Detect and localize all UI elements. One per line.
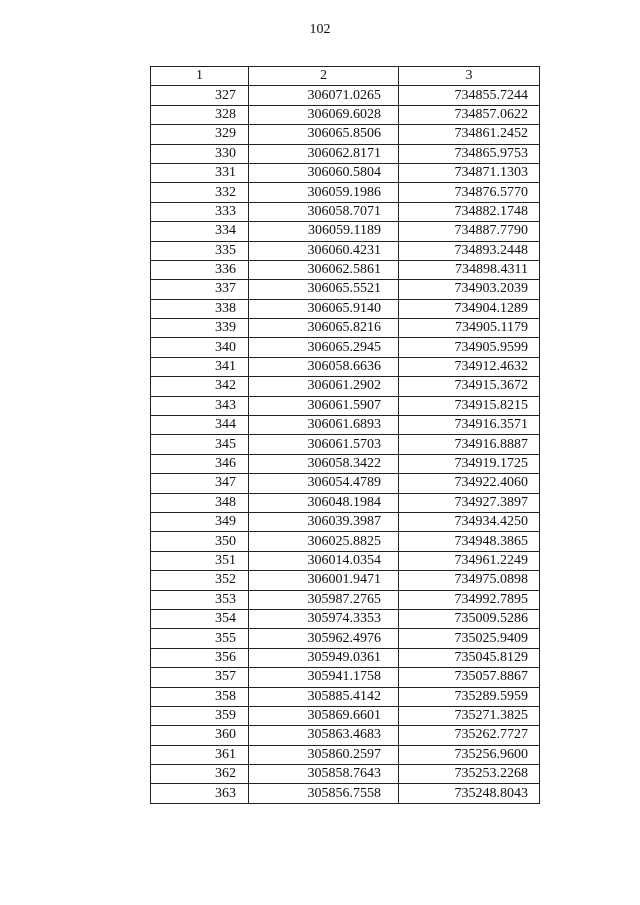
table-header-row (151, 67, 540, 86)
table-row (151, 377, 540, 396)
point-number-cell: 344 (151, 416, 249, 435)
table-row (151, 493, 540, 512)
point-number-cell: 327 (151, 86, 249, 105)
y-coordinate-cell: 735253.2268 (399, 765, 540, 784)
table-row (151, 609, 540, 628)
table-row (151, 144, 540, 163)
table-row (151, 357, 540, 376)
y-coordinate-cell: 735262.7727 (399, 726, 540, 745)
x-coordinate-cell: 305962.4976 (249, 629, 399, 648)
x-coordinate-cell: 306062.5861 (249, 260, 399, 279)
y-coordinate-cell: 734865.9753 (399, 144, 540, 163)
x-coordinate-cell: 306061.5907 (249, 396, 399, 415)
table-row (151, 571, 540, 590)
point-number-cell: 345 (151, 435, 249, 454)
x-coordinate-cell: 306061.5703 (249, 435, 399, 454)
point-number-cell: 342 (151, 377, 249, 396)
x-coordinate-cell: 305863.4683 (249, 726, 399, 745)
coordinates-table (150, 66, 540, 804)
x-coordinate-cell: 306058.6636 (249, 357, 399, 376)
table-row (151, 590, 540, 609)
y-coordinate-cell: 734992.7895 (399, 590, 540, 609)
point-number-cell: 330 (151, 144, 249, 163)
table-row (151, 338, 540, 357)
point-number-cell: 328 (151, 105, 249, 124)
table-row (151, 726, 540, 745)
table-row (151, 687, 540, 706)
table-row (151, 280, 540, 299)
table-row (151, 319, 540, 338)
point-number-cell: 338 (151, 299, 249, 318)
x-coordinate-cell: 306039.3987 (249, 512, 399, 531)
y-coordinate-cell: 734922.4060 (399, 474, 540, 493)
x-coordinate-cell: 306061.6893 (249, 416, 399, 435)
point-number-cell: 356 (151, 648, 249, 667)
y-coordinate-cell: 735045.8129 (399, 648, 540, 667)
table-row (151, 551, 540, 570)
point-number-cell: 357 (151, 668, 249, 687)
x-coordinate-cell: 305869.6601 (249, 706, 399, 725)
point-number-cell: 332 (151, 183, 249, 202)
y-coordinate-cell: 734893.2448 (399, 241, 540, 260)
point-number-cell: 337 (151, 280, 249, 299)
point-number-cell: 354 (151, 609, 249, 628)
point-number-cell: 339 (151, 319, 249, 338)
y-coordinate-cell: 734861.2452 (399, 125, 540, 144)
table-row (151, 163, 540, 182)
x-coordinate-cell: 306059.1189 (249, 222, 399, 241)
x-coordinate-cell: 306025.8825 (249, 532, 399, 551)
point-number-cell: 359 (151, 706, 249, 725)
point-number-cell: 361 (151, 745, 249, 764)
x-coordinate-cell: 306060.4231 (249, 241, 399, 260)
x-coordinate-cell: 305860.2597 (249, 745, 399, 764)
x-coordinate-cell: 306065.8216 (249, 319, 399, 338)
y-coordinate-cell: 734934.4250 (399, 512, 540, 531)
y-coordinate-cell: 734919.1725 (399, 454, 540, 473)
point-number-cell: 333 (151, 202, 249, 221)
x-coordinate-cell: 306065.8506 (249, 125, 399, 144)
table-row (151, 396, 540, 415)
point-number-cell: 341 (151, 357, 249, 376)
table-row (151, 241, 540, 260)
x-coordinate-cell: 306054.4789 (249, 474, 399, 493)
y-coordinate-cell: 735009.5286 (399, 609, 540, 628)
column-header-3: 3 (399, 67, 540, 86)
table-row (151, 86, 540, 105)
table-row (151, 648, 540, 667)
table-row (151, 512, 540, 531)
y-coordinate-cell: 734961.2249 (399, 551, 540, 570)
y-coordinate-cell: 734857.0622 (399, 105, 540, 124)
x-coordinate-cell: 305974.3353 (249, 609, 399, 628)
x-coordinate-cell: 306061.2902 (249, 377, 399, 396)
point-number-cell: 355 (151, 629, 249, 648)
point-number-cell: 363 (151, 784, 249, 803)
table-row (151, 260, 540, 279)
table-row (151, 416, 540, 435)
y-coordinate-cell: 735248.8043 (399, 784, 540, 803)
table-row (151, 532, 540, 551)
x-coordinate-cell: 306065.5521 (249, 280, 399, 299)
x-coordinate-cell: 305949.0361 (249, 648, 399, 667)
table-row (151, 784, 540, 803)
y-coordinate-cell: 735271.3825 (399, 706, 540, 725)
point-number-cell: 348 (151, 493, 249, 512)
point-number-cell: 340 (151, 338, 249, 357)
x-coordinate-cell: 305858.7643 (249, 765, 399, 784)
table-row (151, 474, 540, 493)
y-coordinate-cell: 734855.7244 (399, 86, 540, 105)
y-coordinate-cell: 734905.9599 (399, 338, 540, 357)
point-number-cell: 352 (151, 571, 249, 590)
x-coordinate-cell: 306062.8171 (249, 144, 399, 163)
y-coordinate-cell: 734903.2039 (399, 280, 540, 299)
column-header-2: 2 (249, 67, 399, 86)
column-header-1: 1 (151, 67, 249, 86)
x-coordinate-cell: 306071.0265 (249, 86, 399, 105)
y-coordinate-cell: 734915.8215 (399, 396, 540, 415)
y-coordinate-cell: 735256.9600 (399, 745, 540, 764)
x-coordinate-cell: 306069.6028 (249, 105, 399, 124)
point-number-cell: 349 (151, 512, 249, 531)
x-coordinate-cell: 306059.1986 (249, 183, 399, 202)
x-coordinate-cell: 305856.7558 (249, 784, 399, 803)
point-number-cell: 347 (151, 474, 249, 493)
x-coordinate-cell: 306060.5804 (249, 163, 399, 182)
point-number-cell: 351 (151, 551, 249, 570)
y-coordinate-cell: 734876.5770 (399, 183, 540, 202)
y-coordinate-cell: 735289.5959 (399, 687, 540, 706)
x-coordinate-cell: 306014.0354 (249, 551, 399, 570)
point-number-cell: 334 (151, 222, 249, 241)
point-number-cell: 353 (151, 590, 249, 609)
x-coordinate-cell: 305885.4142 (249, 687, 399, 706)
table-row (151, 629, 540, 648)
y-coordinate-cell: 734882.1748 (399, 202, 540, 221)
point-number-cell: 358 (151, 687, 249, 706)
x-coordinate-cell: 305941.1758 (249, 668, 399, 687)
y-coordinate-cell: 734916.3571 (399, 416, 540, 435)
table-row (151, 125, 540, 144)
page-number: 102 (309, 22, 331, 37)
table-row (151, 745, 540, 764)
x-coordinate-cell: 306065.2945 (249, 338, 399, 357)
table-row (151, 765, 540, 784)
x-coordinate-cell: 306058.3422 (249, 454, 399, 473)
y-coordinate-cell: 734975.0898 (399, 571, 540, 590)
table-row (151, 435, 540, 454)
y-coordinate-cell: 734915.3672 (399, 377, 540, 396)
table-row (151, 668, 540, 687)
point-number-cell: 346 (151, 454, 249, 473)
point-number-cell: 336 (151, 260, 249, 279)
y-coordinate-cell: 734904.1289 (399, 299, 540, 318)
point-number-cell: 335 (151, 241, 249, 260)
table-body (151, 86, 540, 803)
x-coordinate-cell: 305987.2765 (249, 590, 399, 609)
table-row (151, 183, 540, 202)
y-coordinate-cell: 734912.4632 (399, 357, 540, 376)
point-number-cell: 343 (151, 396, 249, 415)
point-number-cell: 331 (151, 163, 249, 182)
table-row (151, 454, 540, 473)
x-coordinate-cell: 306065.9140 (249, 299, 399, 318)
point-number-cell: 350 (151, 532, 249, 551)
y-coordinate-cell: 734905.1179 (399, 319, 540, 338)
y-coordinate-cell: 735025.9409 (399, 629, 540, 648)
x-coordinate-cell: 306048.1984 (249, 493, 399, 512)
table-row (151, 202, 540, 221)
y-coordinate-cell: 734948.3865 (399, 532, 540, 551)
y-coordinate-cell: 734871.1303 (399, 163, 540, 182)
y-coordinate-cell: 734898.4311 (399, 260, 540, 279)
y-coordinate-cell: 735057.8867 (399, 668, 540, 687)
point-number-cell: 360 (151, 726, 249, 745)
y-coordinate-cell: 734887.7790 (399, 222, 540, 241)
x-coordinate-cell: 306001.9471 (249, 571, 399, 590)
table-row (151, 105, 540, 124)
table-row (151, 299, 540, 318)
y-coordinate-cell: 734916.8887 (399, 435, 540, 454)
table-row (151, 706, 540, 725)
point-number-cell: 329 (151, 125, 249, 144)
x-coordinate-cell: 306058.7071 (249, 202, 399, 221)
table-row (151, 222, 540, 241)
y-coordinate-cell: 734927.3897 (399, 493, 540, 512)
point-number-cell: 362 (151, 765, 249, 784)
